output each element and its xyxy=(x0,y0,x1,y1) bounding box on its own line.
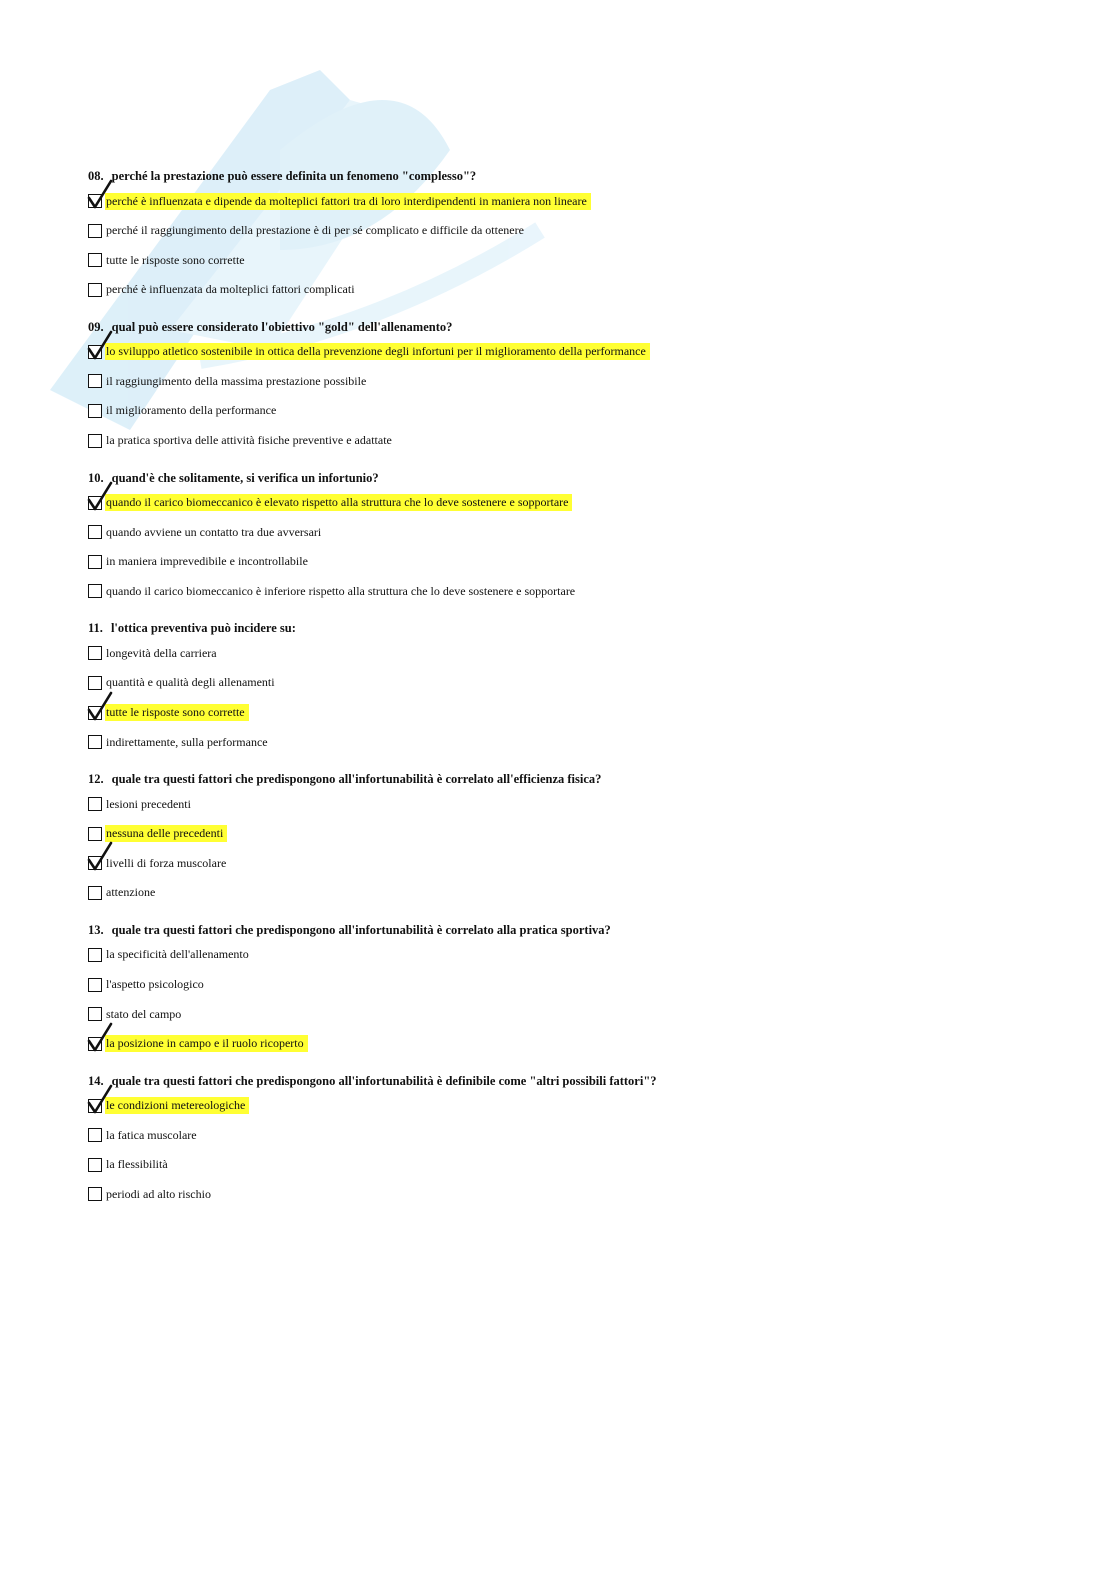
checkbox[interactable] xyxy=(88,1128,102,1142)
checkmark-icon xyxy=(87,481,115,511)
checkbox[interactable] xyxy=(88,253,102,267)
checkbox[interactable] xyxy=(88,676,102,690)
checkmark-icon xyxy=(87,330,115,360)
question-text xyxy=(88,620,1048,636)
question-number: 11. xyxy=(88,621,103,636)
checkmark-icon xyxy=(87,179,115,209)
question-block xyxy=(88,168,1048,299)
question-number: 10. xyxy=(88,470,104,485)
question-label: quale tra questi fattori che predispongono all'infortunabilità è correlato all'efficienza fisica? xyxy=(111,772,602,787)
answer-option[interactable] xyxy=(88,372,1048,390)
option-label: perché il raggiungimento della prestazione è di per sé complicato e difficile da ottenere xyxy=(106,223,524,238)
answer-option[interactable] xyxy=(88,192,1048,210)
question-text xyxy=(88,1073,1048,1089)
checkbox[interactable] xyxy=(88,404,102,418)
checkbox[interactable] xyxy=(88,1007,102,1021)
checkmark-icon xyxy=(87,1084,115,1114)
checkbox[interactable] xyxy=(88,735,102,749)
answer-option[interactable] xyxy=(88,1035,1048,1053)
option-label: la posizione in campo e il ruolo ricoperto xyxy=(105,1035,308,1052)
question-number: 08. xyxy=(88,169,104,183)
checkmark-icon xyxy=(87,841,115,871)
answer-option[interactable] xyxy=(88,733,1048,751)
checked-checkbox[interactable] xyxy=(88,194,102,208)
answer-option[interactable] xyxy=(88,402,1048,420)
option-label: periodi ad alto rischio xyxy=(106,1186,211,1201)
answer-option[interactable] xyxy=(88,674,1048,692)
answer-option[interactable] xyxy=(88,825,1048,843)
question-text xyxy=(88,771,1048,787)
checkbox[interactable] xyxy=(88,555,102,569)
answer-option[interactable] xyxy=(88,251,1048,269)
question-number: 13. xyxy=(88,922,104,937)
option-label: l'aspetto psicologico xyxy=(106,977,204,991)
answer-option[interactable] xyxy=(88,343,1048,361)
checkbox[interactable] xyxy=(88,827,102,841)
question-text xyxy=(88,922,1048,938)
question-block xyxy=(88,922,1048,1053)
option-label: la flessibilità xyxy=(106,1157,168,1172)
option-label: il miglioramento della performance xyxy=(106,403,277,418)
answer-option[interactable] xyxy=(88,1126,1048,1144)
option-label: quando il carico biomeccanico è inferiore rispetto alla struttura che lo deve sostenere e sopportare xyxy=(106,583,576,598)
checked-checkbox[interactable] xyxy=(88,496,102,510)
question-number: 14. xyxy=(88,1073,104,1088)
checkbox[interactable] xyxy=(88,374,102,388)
checkbox[interactable] xyxy=(88,525,102,539)
question-label: qual può essere considerato l'obiettivo "gold" dell'allenamento? xyxy=(111,319,453,334)
checkbox[interactable] xyxy=(88,646,102,660)
question-label: quand'è che solitamente, si verifica un infortunio? xyxy=(111,470,379,485)
question-text xyxy=(88,168,1048,184)
option-label: quantità e qualità degli allenamenti xyxy=(106,675,275,690)
checkbox[interactable] xyxy=(88,224,102,238)
option-label: in maniera imprevedibile e incontrollabile xyxy=(106,554,308,569)
question-label: l'ottica preventiva può incidere su: xyxy=(110,621,296,636)
question-text xyxy=(88,470,1048,486)
option-label: la specificità dell'allenamento xyxy=(106,947,249,962)
question-label: perché la prestazione può essere definita un fenomeno "complesso"? xyxy=(111,169,477,183)
option-label: attenzione xyxy=(106,885,156,900)
option-label: la pratica sportiva delle attività fisiche preventive e adattate xyxy=(106,433,392,448)
answer-option[interactable] xyxy=(88,553,1048,571)
answer-option[interactable] xyxy=(88,644,1048,662)
question-block xyxy=(88,620,1048,751)
answer-option[interactable] xyxy=(88,884,1048,902)
option-label: la fatica muscolare xyxy=(106,1127,197,1142)
option-label: stato del campo xyxy=(106,1006,182,1021)
answer-option[interactable] xyxy=(88,432,1048,450)
checkbox[interactable] xyxy=(88,1187,102,1201)
checked-checkbox[interactable] xyxy=(88,856,102,870)
answer-option[interactable] xyxy=(88,222,1048,240)
answer-option[interactable] xyxy=(88,281,1048,299)
answer-option[interactable] xyxy=(88,704,1048,722)
option-label: perché è influenzata da molteplici fattori complicati xyxy=(106,282,355,297)
answer-option[interactable] xyxy=(88,494,1048,512)
question-block xyxy=(88,319,1048,450)
option-label: il raggiungimento della massima prestazione possibile xyxy=(106,373,367,388)
answer-option[interactable] xyxy=(88,1097,1048,1115)
option-label: lo sviluppo atletico sostenibile in ottica della prevenzione degli infortuni per il miglioramento della performance xyxy=(105,343,650,360)
question-label: quale tra questi fattori che predispongono all'infortunabilità è definibile come "altri possibili fattori"? xyxy=(111,1073,657,1088)
option-label: perché è influenzata e dipende da molteplici fattori tra di loro interdipendenti in maniera non lineare xyxy=(105,193,591,210)
checkbox[interactable] xyxy=(88,948,102,962)
question-block xyxy=(88,470,1048,601)
checkmark-icon xyxy=(87,1022,115,1052)
option-label: quando il carico biomeccanico è elevato rispetto alla struttura che lo deve sostenere e sopportare xyxy=(105,494,572,511)
answer-option[interactable] xyxy=(88,946,1048,964)
option-label: indirettamente, sulla performance xyxy=(106,734,268,749)
checked-checkbox[interactable] xyxy=(88,1099,102,1113)
option-label: nessuna delle precedenti xyxy=(105,825,227,842)
checked-checkbox[interactable] xyxy=(88,1037,102,1051)
answer-option[interactable] xyxy=(88,795,1048,813)
question-number: 09. xyxy=(88,319,104,334)
question-text xyxy=(88,319,1048,335)
option-label: quando avviene un contatto tra due avversari xyxy=(106,524,322,539)
option-label: tutte le risposte sono corrette xyxy=(106,252,245,267)
option-label: lesioni precedenti xyxy=(106,796,191,811)
checkbox[interactable] xyxy=(88,434,102,448)
checkbox[interactable] xyxy=(88,584,102,598)
answer-option[interactable] xyxy=(88,976,1048,994)
checked-checkbox[interactable] xyxy=(88,706,102,720)
question-label: quale tra questi fattori che predispongono all'infortunabilità è correlato alla pratica sportiva? xyxy=(111,922,611,937)
question-number: 12. xyxy=(88,772,104,787)
checkbox[interactable] xyxy=(88,886,102,900)
answer-option[interactable] xyxy=(88,1185,1048,1203)
checkbox[interactable] xyxy=(88,283,102,297)
answer-option[interactable] xyxy=(88,582,1048,600)
question-block xyxy=(88,1073,1048,1204)
option-label: livelli di forza muscolare xyxy=(106,855,227,870)
answer-option[interactable] xyxy=(88,854,1048,872)
option-label: le condizioni metereologiche xyxy=(105,1097,249,1114)
option-label: longevità della carriera xyxy=(106,645,217,660)
checkbox[interactable] xyxy=(88,1158,102,1172)
answer-option[interactable] xyxy=(88,1005,1048,1023)
checkbox[interactable] xyxy=(88,978,102,992)
option-label: tutte le risposte sono corrette xyxy=(105,704,249,721)
answer-option[interactable] xyxy=(88,523,1048,541)
checkbox[interactable] xyxy=(88,797,102,811)
checked-checkbox[interactable] xyxy=(88,345,102,359)
question-block xyxy=(88,771,1048,902)
checkmark-icon xyxy=(87,691,115,721)
quiz-document xyxy=(88,168,1048,1223)
answer-option[interactable] xyxy=(88,1156,1048,1174)
